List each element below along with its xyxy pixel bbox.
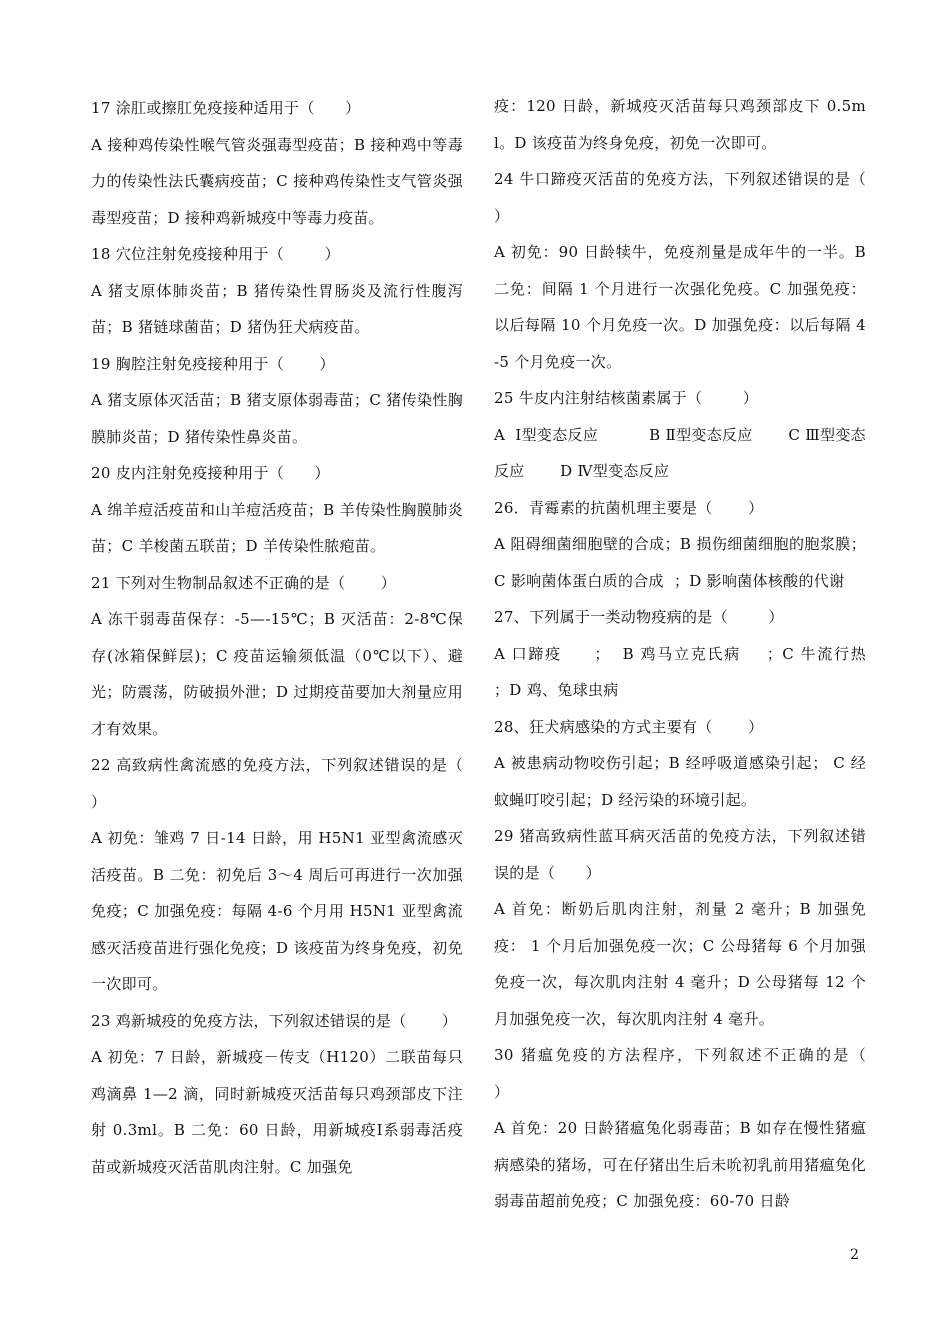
question-26: 26．青霉素的抗菌机理主要是（ ） bbox=[494, 498, 764, 517]
answer-options-24: A 初免：90 日龄犊牛，免疫剂量是成年牛的一半。B 二免：间隔 1 个月进行一次强化免疫。C 加强免疫：以后每隔 10 个月免疫一次。D 加强免疫：以后每隔 4-5 个月免疫一次。 bbox=[494, 243, 872, 371]
answer-options-20: A 绵羊痘活疫苗和山羊痘活疫苗；B 羊传染性胸膜肺炎苗；C 羊梭菌五联苗；D 羊传染性脓疱苗。 bbox=[91, 500, 463, 555]
question-30: 30 猪瘟免疫的方法程序，下列叙述不正确的是（ ） bbox=[494, 1046, 902, 1101]
answer-options-29: A 首免：断奶后肌肉注射，剂量 2 毫升；B 加强免疫： 1 个月后加强免疫一次；C 公母猪每 6 个月加强免疫一次，每次肌肉注射 4 毫升；D 公母猪每 12 个月加强免疫一次，每次肌肉注射 4 毫升。 bbox=[494, 900, 866, 1028]
answer-options-28: A 被患病动物咬伤引起；B 经呼吸道感染引起； C 经蚊蝇叮咬引起；D 经污染的环境引起。 bbox=[494, 754, 866, 809]
question-29: 29 猪高致病性蓝耳病灭活苗的免疫方法，下列叙述错误的是（ ） bbox=[494, 827, 866, 882]
question-18: 18 穴位注射免疫接种用于（ ） bbox=[91, 245, 340, 263]
question-22: 22 高致病性禽流感的免疫方法，下列叙述错误的是（ ） bbox=[91, 756, 494, 811]
question-25: 25 牛皮内注射结核菌素属于（ ） bbox=[494, 389, 759, 407]
answer-options-25: A Ⅰ型变态反应 B Ⅱ型变态反应 C Ⅲ型变态反应 D Ⅳ型变态反应 bbox=[494, 425, 866, 480]
answer-options-23-continued: 疫：120 日龄，新城疫灭活苗每只鸡颈部皮下 0.5ml。D 该疫苗为终身免疫，初免一次即可。 bbox=[494, 97, 866, 152]
question-24: 24 牛口蹄疫灭活苗的免疫方法，下列叙述错误的是（ ） bbox=[494, 170, 902, 225]
left-column bbox=[91, 90, 494, 1185]
answer-options-26: A 阻碍细菌细胞壁的合成；B 损伤细菌细胞的胞浆膜；C 影响菌体蛋白质的合成 ；D 影响菌体核酸的代谢 bbox=[494, 535, 866, 590]
answer-options-18: A 猪支原体肺炎苗；B 猪传染性胃肠炎及流行性腹泻苗；B 猪链球菌苗；D 猪伪狂犬病疫苗。 bbox=[91, 281, 463, 336]
answer-options-30: A 首免：20 日龄猪瘟兔化弱毒苗；B 如存在慢性猪瘟病感染的猪场，可在仔猪出生后未吮初乳前用猪瘟兔化弱毒苗超前免疫；C 加强免疫：60-70 日龄 bbox=[494, 1119, 866, 1210]
question-28: 28、狂犬病感染的方式主要有（ ） bbox=[494, 717, 764, 736]
question-21: 21 下列对生物制品叙述不正确的是（ ） bbox=[91, 573, 397, 592]
question-19: 19 胸腔注射免疫接种用于（ ） bbox=[91, 354, 335, 373]
question-23: 23 鸡新城疫的免疫方法，下列叙述错误的是（ ） bbox=[91, 1011, 458, 1030]
answer-options-22: A 初免：雏鸡 7 日-14 日龄，用 H5N1 亚型禽流感灭活疫苗。B 二免：初免后 3～4 周后可再进行一次加强免疫；C 加强免疫：每隔 4-6 个月用 H5N1 亚型禽流感灭活疫苗进行强化免疫；D 该疫苗为终身免疫，初免一次即可。 bbox=[91, 829, 463, 993]
answer-options-27: A 口蹄疫 ； B 鸡马立克氏病 ；C 牛流行热 ；D 鸡、兔球虫病 bbox=[494, 644, 897, 699]
answer-options-21: A 冻干弱毒苗保存：-5—-15℃；B 灭活苗：2-8℃保存(冰箱保鲜层)；C 疫苗运输须低温（0℃以下）、避光；防震荡，防破损外泄；D 过期疫苗要加大剂量应用才有效果。 bbox=[91, 610, 463, 738]
answer-options-17: A 接种鸡传染性喉气管炎强毒型疫苗；B 接种鸡中等毒力的传染性法氏囊病疫苗；C 接种鸡传染性支气管炎强毒型疫苗；D 接种鸡新城疫中等毒力疫苗。 bbox=[91, 135, 463, 227]
answer-options-23: A 初免：7 日龄，新城疫－传支（H120）二联苗每只鸡滴鼻 1—2 滴，同时新城疫灭活苗每只鸡颈部皮下注射 0.3ml。B 二免：60 日龄，用新城疫Ⅰ系弱毒活疫苗或新城疫灭活苗肌肉注射。C 加强免 bbox=[91, 1048, 463, 1176]
question-20: 20 皮内注射免疫接种用于（ ） bbox=[91, 464, 330, 482]
question-27: 27、下列属于一类动物疫病的是（ ） bbox=[494, 608, 784, 626]
answer-options-19: A 猪支原体灭活苗；B 猪支原体弱毒苗；C 猪传染性胸膜肺炎苗；D 猪传染性鼻炎苗。 bbox=[91, 391, 463, 446]
right-column bbox=[494, 88, 902, 1220]
question-17: 17 涂肛或擦肛免疫接种适用于（ ） bbox=[91, 99, 361, 117]
page-number: 2 bbox=[850, 1247, 859, 1263]
